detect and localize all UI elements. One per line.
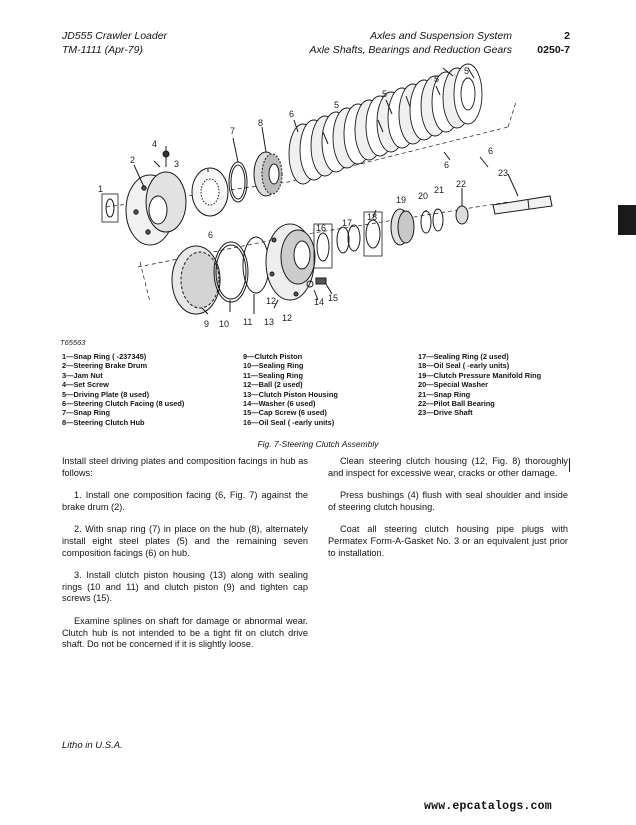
- legend-item: 16—Oil Seal ( -early units): [243, 417, 335, 427]
- callout-16: 16: [316, 223, 327, 233]
- paragraph: 1. Install one composition facing (6, Fig. 7) against the brake drum (2).: [62, 490, 308, 512]
- callout-14: 14: [314, 297, 325, 307]
- callout-12a: 12: [266, 296, 277, 306]
- legend-item: 12—Ball (2 used): [243, 380, 303, 390]
- callout-6c: 6: [444, 160, 450, 170]
- paragraph: Clean steering clutch housing (12, Fig. 8) thoroughly and inspect for excessive wear, cracks or other damage.: [328, 456, 568, 478]
- callout-9: 9: [204, 319, 210, 329]
- legend-item: 4—Set Screw: [62, 380, 109, 390]
- section-tab-marker: [618, 205, 636, 235]
- callout-8: 8: [258, 118, 264, 128]
- manual-title: JD555 Crawler Loader: [62, 30, 168, 42]
- callout-5c: 5: [382, 89, 388, 99]
- section-title: Axles and Suspension System: [370, 30, 512, 42]
- revision-bar: [569, 458, 570, 472]
- callout-11: 11: [243, 317, 253, 327]
- figure-caption: Fig. 7-Steering Clutch Assembly: [257, 439, 379, 449]
- legend-item: 10—Sealing Ring: [243, 361, 304, 371]
- callout-22: 22: [456, 179, 467, 189]
- callout-17: 17: [342, 218, 353, 228]
- legend-item: 19—Clutch Pressure Manifold Ring: [418, 370, 542, 380]
- photo-id: T65563: [60, 338, 86, 347]
- page-section: 2: [564, 30, 570, 42]
- legend-item: 15—Cap Screw (6 used): [243, 408, 327, 418]
- callout-6a: 6: [289, 109, 295, 119]
- legend-item: 1—Snap Ring ( -237345): [62, 352, 147, 361]
- watermark-url[interactable]: www.epcatalogs.com: [424, 800, 552, 813]
- paragraph: Install steel driving plates and composition facings in hub as follows:: [62, 456, 308, 478]
- callout-5a: 5: [434, 74, 440, 84]
- paragraph: Press bushings (4) flush with seal shoulder and inside of steering clutch housing.: [328, 490, 568, 512]
- callout-10: 10: [219, 319, 230, 329]
- legend-column-1: [62, 352, 184, 427]
- callout-15: 15: [328, 293, 339, 303]
- legend-item: 14—Washer (6 used): [243, 399, 316, 409]
- paragraph: Examine splines on shaft for damage or abnormal wear. Clutch hub is not intended to be a tight fit on clutch drive shaft. Do not be concerned if it is slightly loose.: [62, 615, 308, 650]
- legend-item: 8—Steering Clutch Hub: [62, 417, 145, 427]
- legend-item: 9—Clutch Piston: [243, 352, 303, 361]
- legend-item: 23—Drive Shaft: [418, 408, 473, 418]
- legend-item: 11—Sealing Ring: [243, 370, 303, 380]
- legend-item: 21—Snap Ring: [418, 389, 471, 399]
- legend-item: 5—Driving Plate (8 used): [62, 389, 150, 399]
- callout-5d: 5: [334, 100, 340, 110]
- right-column: [328, 456, 568, 570]
- legend-item: 18—Oil Seal ( -early units): [418, 361, 510, 371]
- legend-item: 3—Jam Nut: [62, 370, 103, 380]
- callout-6b: 6: [208, 230, 214, 240]
- callout-21: 21: [434, 185, 445, 195]
- callout-1: 1: [98, 184, 104, 194]
- steering-clutch-exploded-diagram: [60, 62, 558, 347]
- section-subtitle: Axle Shafts, Bearings and Reduction Gears: [309, 44, 512, 56]
- legend-item: 2—Steering Brake Drum: [62, 361, 148, 371]
- paragraph: 3. Install clutch piston housing (13) along with sealing rings (10 and 11) and clutch piston (9) and tighten cap screws (15).: [62, 570, 308, 604]
- manual-tm-number: TM-1111 (Apr-79): [62, 44, 143, 56]
- callout-4: 4: [152, 139, 158, 149]
- legend-item: 20—Special Washer: [418, 380, 488, 390]
- legend-column-2: [243, 352, 338, 427]
- callout-3: 3: [174, 159, 180, 169]
- callout-2: 2: [130, 155, 136, 165]
- legend-item: 22—Pilot Ball Bearing: [418, 399, 495, 409]
- callout-18: 18: [367, 212, 378, 222]
- callout-20: 20: [418, 191, 429, 201]
- callout-13: 13: [264, 317, 275, 327]
- callout-19: 19: [396, 195, 407, 205]
- legend-item: 6—Steering Clutch Facing (8 used): [62, 399, 185, 409]
- legend-item: 7—Snap Ring: [62, 408, 111, 418]
- paragraph: 2. With snap ring (7) in place on the hub (8), alternately install eight steel plates (5) and the remaining seven composition facings (6) on hub.: [62, 524, 308, 558]
- legend-column-3: [418, 352, 541, 418]
- print-note: Litho in U.S.A.: [62, 740, 123, 751]
- callout-12b: 12: [282, 313, 293, 323]
- legend-item: 17—Sealing Ring (2 used): [418, 352, 509, 361]
- callout-5b: 5: [464, 66, 470, 76]
- left-column: [62, 456, 308, 662]
- legend-item: 13—Clutch Piston Housing: [243, 389, 338, 399]
- callout-23: 23: [498, 168, 509, 178]
- page-number: 0250-7: [537, 44, 570, 56]
- callout-6d: 6: [488, 146, 494, 156]
- paragraph: Coat all steering clutch housing pipe plugs with Permatex Form-A-Gasket No. 3 or an equivalent just prior to installation.: [328, 524, 568, 558]
- callout-7: 7: [230, 126, 236, 136]
